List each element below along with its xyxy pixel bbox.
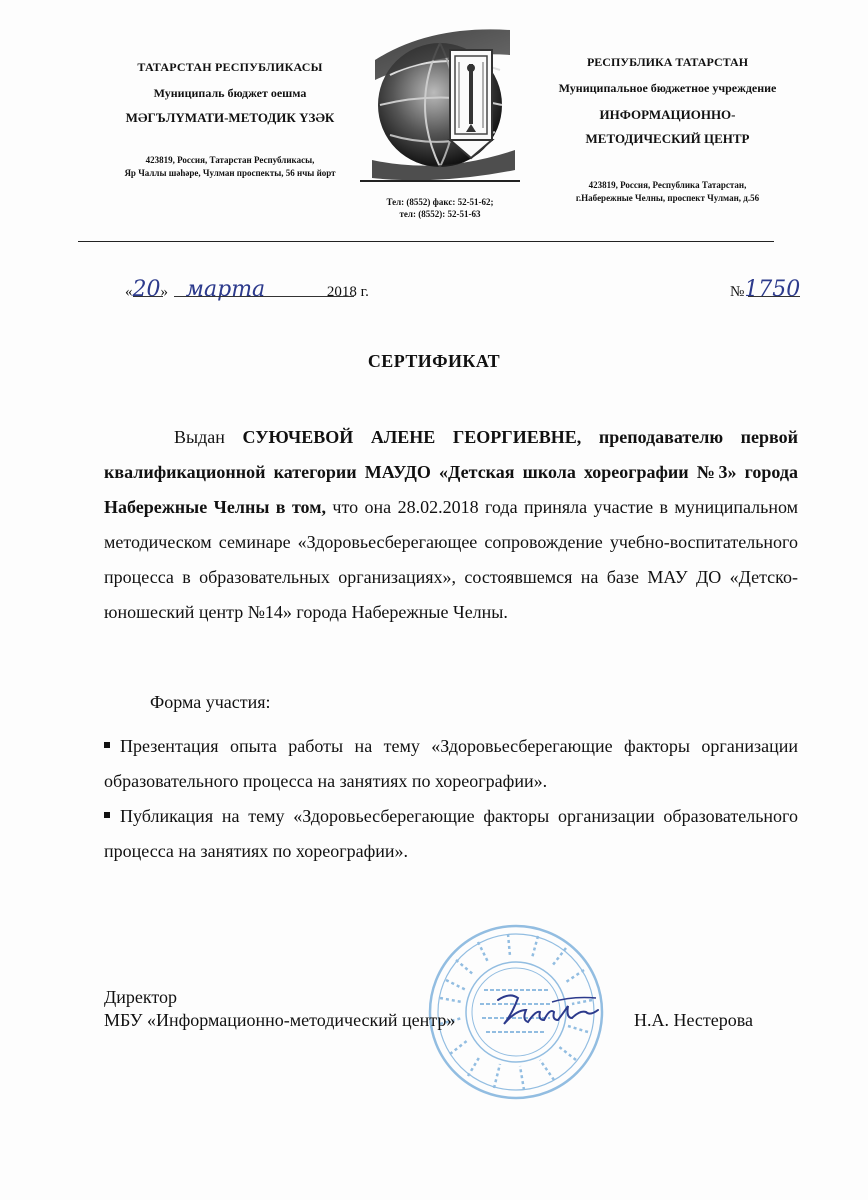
date-month-handwritten: марта [185, 277, 266, 302]
header-right-center-name-line2: МЕТОДИЧЕСКИЙ ЦЕНТР [585, 131, 750, 146]
header-left-address-line2: Яр Чаллы шәһәре, Чулман проспекты, 56 нчы йорт [124, 168, 336, 178]
header-center-contacts [360, 196, 520, 220]
date-day-handwritten: 20 [132, 277, 161, 302]
header-left-address-line1: 423819, Россия, Татарстан Республикасы, [145, 155, 315, 165]
header-left-republic: ТАТАРСТАН РЕСПУБЛИКАСЫ [137, 60, 323, 74]
participation-item [104, 729, 798, 799]
number-handwritten: 1750 [744, 277, 801, 302]
header-left-institution-type: Муниципаль бюджет оешма [153, 86, 307, 100]
director-title: Директор [104, 987, 178, 1007]
organization-logo [370, 20, 520, 180]
participation-item-text: Презентация опыта работы на тему «Здоровьесберегающие факторы организации образовательного процесса на занятиях по хореографии». [104, 736, 798, 791]
logo-underline [360, 180, 520, 182]
date-open-quote: « [125, 284, 133, 300]
bullet-square-icon [104, 742, 110, 748]
director-signature [492, 988, 602, 1033]
number-label: № [730, 284, 745, 300]
header-right-russian [525, 55, 810, 205]
header-right-center-name [525, 103, 810, 151]
header-left-tatar [80, 60, 380, 180]
header-right-republic: РЕСПУБЛИКА ТАТАРСТАН [586, 55, 749, 69]
header-phone: тел: (8552): 52-51-63 [399, 209, 481, 219]
certificate-body [104, 420, 798, 630]
document-number [730, 277, 800, 302]
recipient-position: преподавателю первой квалификационной категории МАУДО «Детская школа хореографии №3» города Набережные Челны в том, [104, 427, 799, 517]
participation-item-text: Публикация на тему «Здоровьесберегающие факторы организации образовательного процесса на занятиях по хореографии». [104, 806, 798, 861]
date-month-underline [174, 296, 354, 297]
document-title: СЕРТИФИКАТ [367, 351, 501, 371]
document-date [125, 277, 415, 302]
header-left-address [80, 154, 380, 180]
director-organization: МБУ «Информационно-методический центр» [104, 1010, 456, 1030]
header-right-address-line2: г.Набережные Челны, проспект Чулман, д.56 [575, 193, 760, 203]
participation-item [104, 799, 798, 869]
header-right-center-name-line1: ИНФОРМАЦИОННО- [599, 107, 736, 122]
header-phone-fax: Тел: (8552) факс: 52-51-62; [386, 197, 494, 207]
director-name: Н.А. Нестерова [634, 1010, 754, 1030]
number-underline [748, 296, 800, 297]
participation-list [104, 729, 798, 869]
recipient-name: СУЮЧЕВОЙ АЛЕНЕ ГЕОРГИЕВНЕ, [242, 427, 582, 447]
header-right-address-line1: 423819, Россия, Республика Татарстан, [588, 180, 747, 190]
header-left-center-name: МӘГЪЛҮМАТИ-МЕТОДИК ҮЗӘК [125, 110, 335, 125]
body-issued: Выдан [174, 427, 225, 447]
date-day-underline [133, 296, 163, 297]
body-text: что она 28.02.2018 года приняла участие в муниципальном методическом семинаре «Здоровьесберегающее сопровождение учебно-воспитательного процесса в образовательных организациях», состоявшемся на базе МАУ ДО «Детско-юношеский центр №14» города Набережные Челны. [104, 497, 799, 622]
header-right-address [525, 179, 810, 205]
bullet-square-icon [104, 812, 110, 818]
header-right-institution-type: Муниципальное бюджетное учреждение [558, 81, 777, 95]
date-year: 2018 г. [326, 284, 369, 300]
participation-label: Форма участия: [150, 692, 271, 712]
header-divider [78, 241, 774, 242]
date-close-quote: » [160, 284, 168, 300]
